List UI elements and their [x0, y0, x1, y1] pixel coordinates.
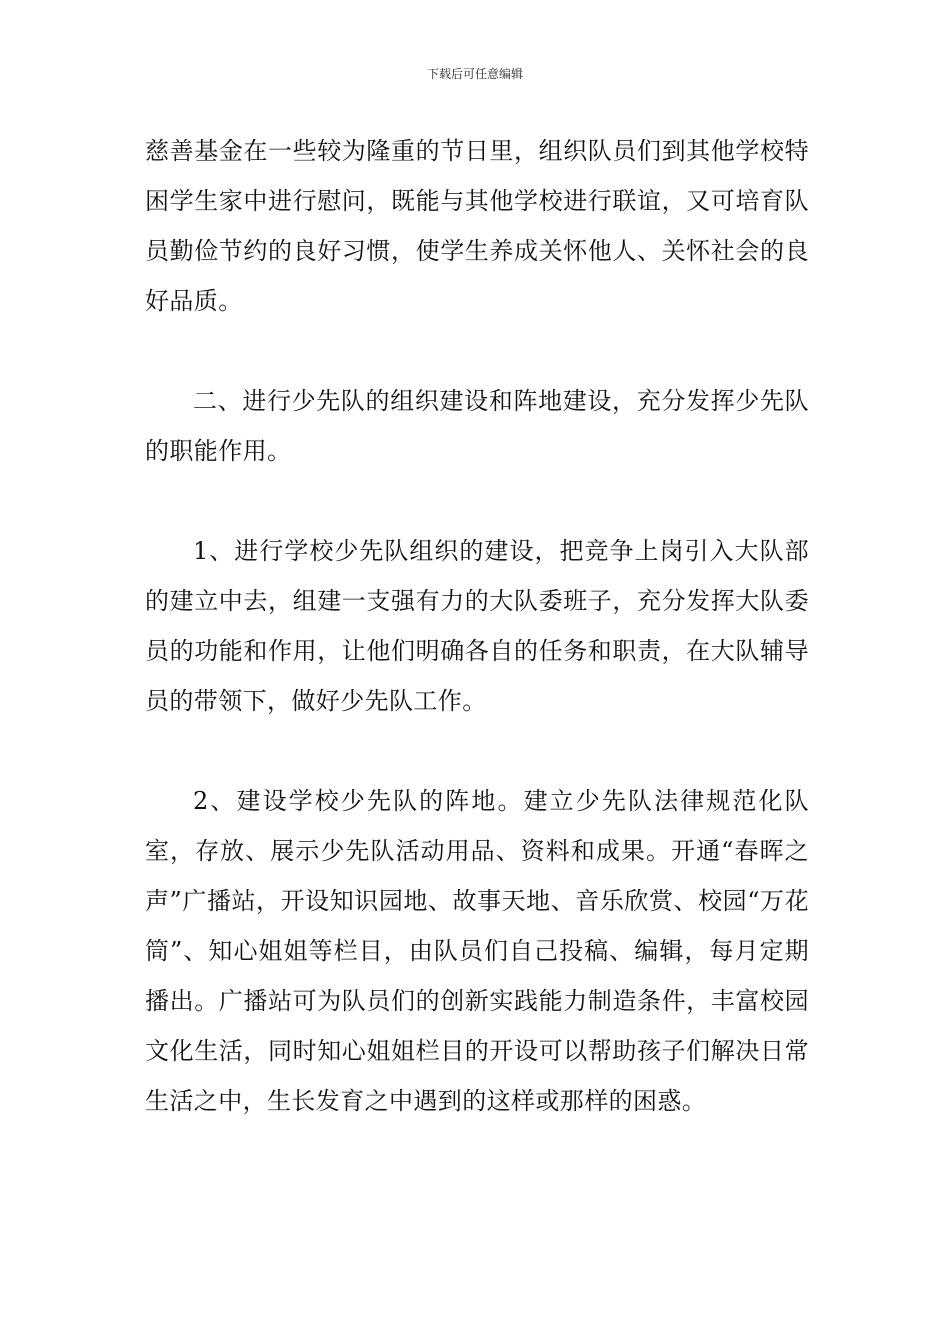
paragraph-charity-fund: 慈善基金在一些较为隆重的节日里，组织队员们到其他学校特困学生家中进行慰问，既能与其他学校进行联谊，又可培育队员勤俭节约的良好习惯，使学生养成关怀他人、关怀社会的良好品质。: [145, 137, 809, 315]
paragraph-section-two-heading: 二、进行少先队的组织建设和阵地建设，充分发挥少先队的职能作用。: [145, 387, 809, 465]
paragraph-spacer: [145, 476, 809, 526]
paragraph-spacer: [145, 726, 809, 776]
document-body: [145, 126, 809, 1126]
paragraph-spacer: [145, 326, 809, 376]
paragraph-item-one: 1、进行学校少先队组织的建设，把竞争上岗引入大队部的建立中去，组建一支强有力的大队委班子，充分发挥大队委员的功能和作用，让他们明确各自的任务和职责，在大队辅导员的带领下，做好少先队工作。: [145, 537, 809, 715]
page-header: 下载后可任意编辑: [426, 67, 523, 81]
paragraph-item-two: 2、建设学校少先队的阵地。建立少先队法律规范化队室，存放、展示少先队活动用品、资料和成果。开通“春晖之声”广播站，开设知识园地、故事天地、音乐欣赏、校园“万花筒”、知心姐姐等栏目，由队员们自己投稿、编辑，每月定期播出。广播站可为队员们的创新实践能力制造条件，丰富校园文化生活，同时知心姐姐栏目的开设可以帮助孩子们解决日常生活之中，生长发育之中遇到的这样或那样的困惑。: [145, 787, 809, 1115]
